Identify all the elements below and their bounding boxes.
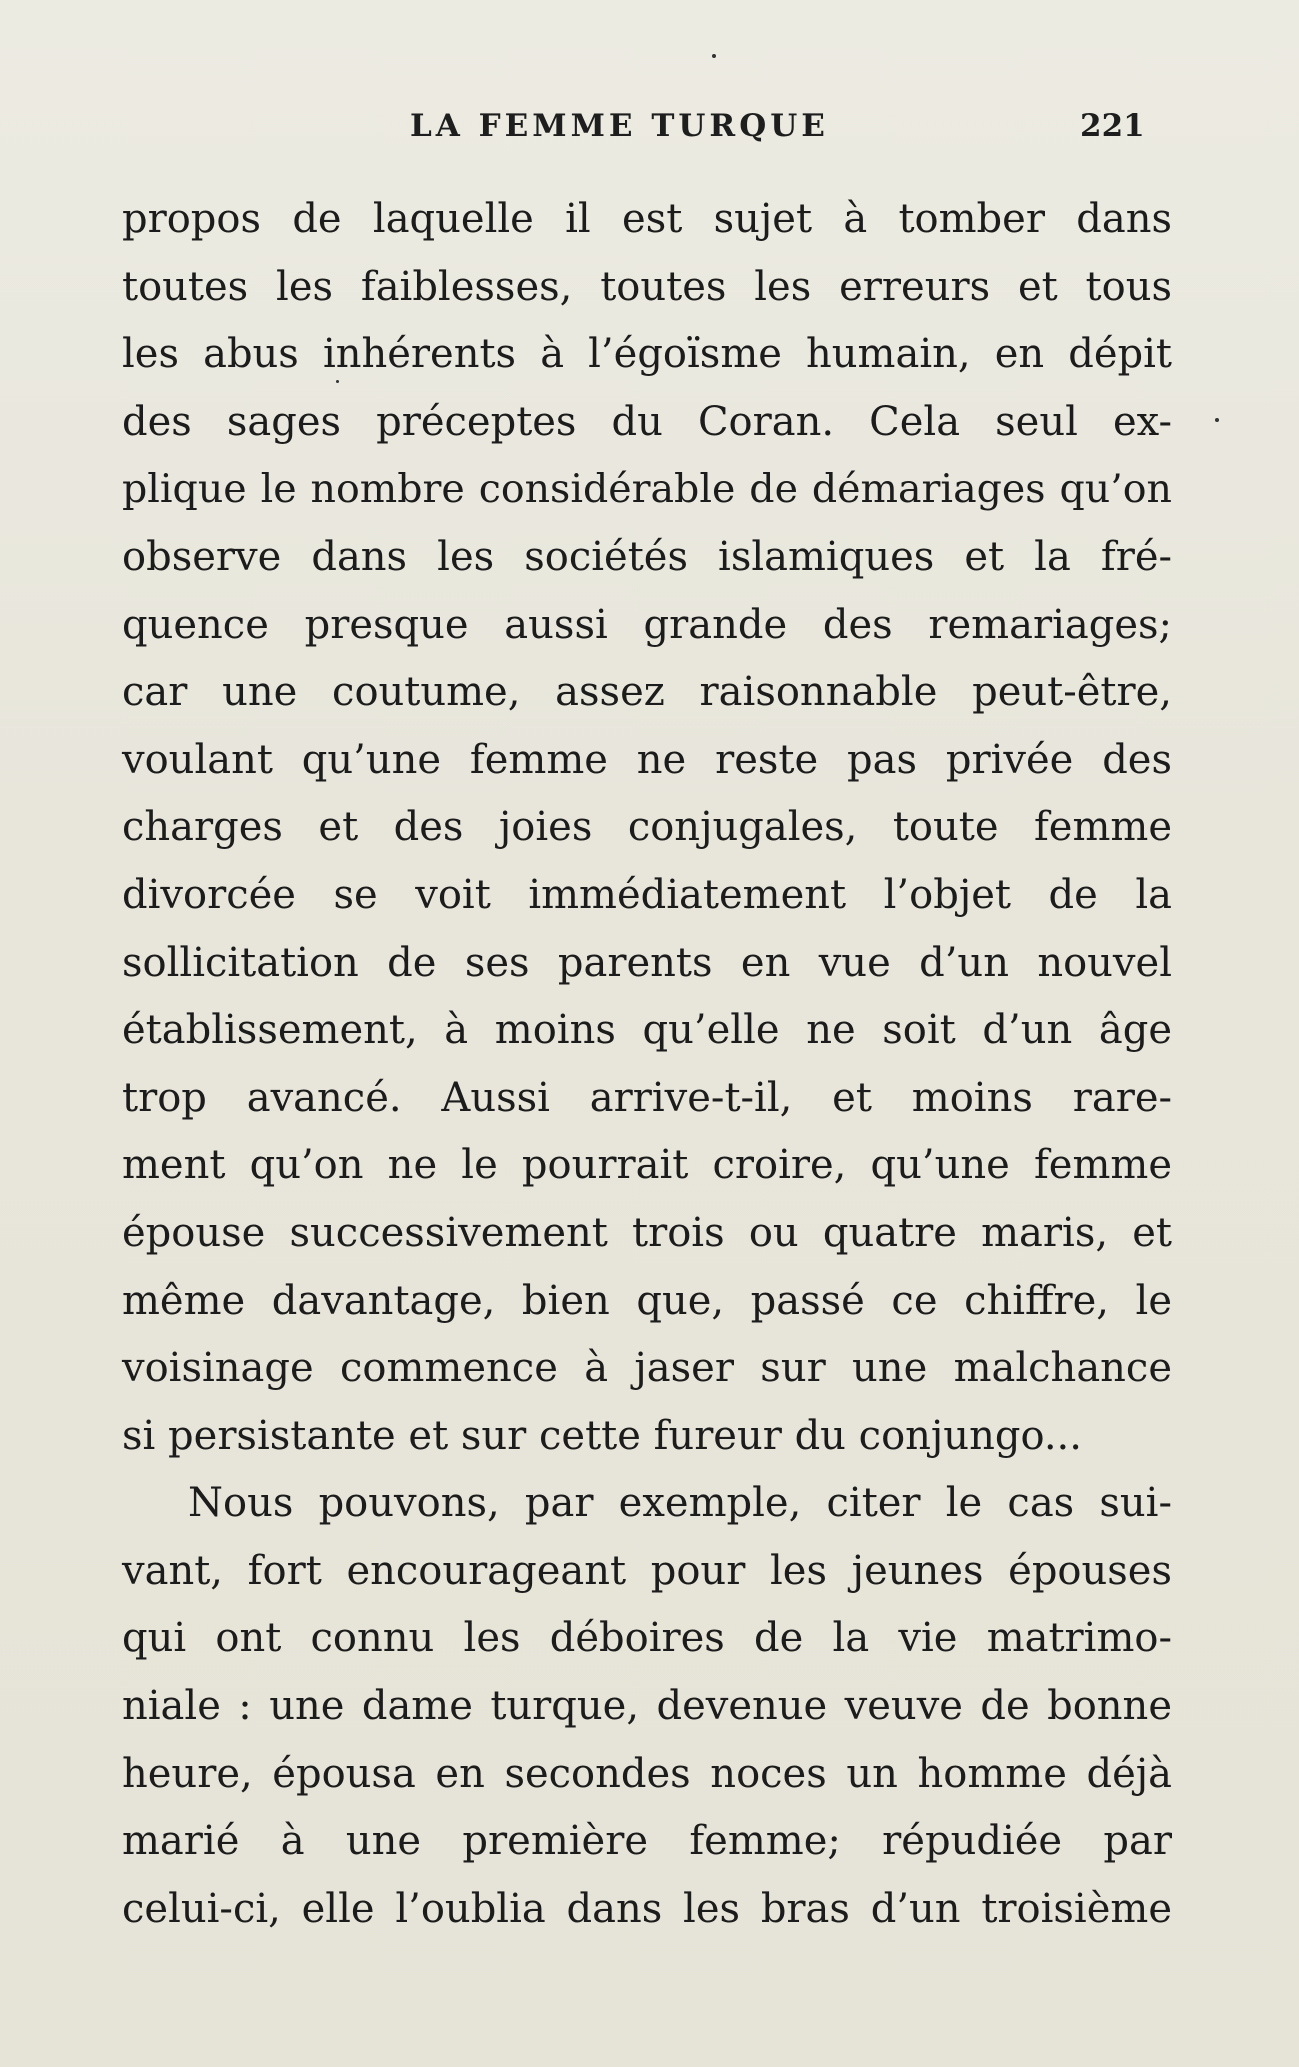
text-line: plique le nombre considérable de démariages qu’on [122, 466, 1172, 513]
text-line: si persistante et sur cette fureur du conjungo... [122, 1412, 1082, 1459]
page-number: 221 [1080, 108, 1145, 144]
text-line: propos de laquelle il est sujet à tomber dans [122, 196, 1172, 242]
paper-speck [1215, 418, 1219, 422]
paper-speck [712, 54, 716, 58]
body-text [122, 186, 1172, 1943]
text-line: car une coutume, assez raisonnable peut-être, [122, 669, 1172, 716]
text-line: trop avancé. Aussi arrive-t-il, et moins rare- [122, 1074, 1172, 1121]
text-line: divorcée se voit immédiatement l’objet de la [122, 871, 1172, 918]
text-line: des sages préceptes du Coran. Cela seul ex- [122, 398, 1172, 445]
text-line: établissement, à moins qu’elle ne soit d’un âge [122, 1007, 1172, 1054]
text-line: vant, fort encourageant pour les jeunes épouses [122, 1547, 1172, 1594]
text-line: niale : une dame turque, devenue veuve de bonne [122, 1683, 1172, 1730]
text-line: toutes les faiblesses, toutes les erreurs et tous [122, 263, 1172, 310]
text-line: observe dans les sociétés islamiques et la fré- [122, 533, 1172, 580]
text-line: Nous pouvons, par exemple, citer le cas sui- [188, 1480, 1172, 1527]
text-line: les abus inhérents à l’égoïsme humain, en dépit [122, 331, 1172, 378]
text-line: sollicitation de ses parents en vue d’un nouvel [122, 939, 1172, 986]
text-line: marié à une première femme; répudiée par [122, 1818, 1172, 1865]
text-line: voulant qu’une femme ne reste pas privée des [122, 736, 1172, 783]
text-line: voisinage commence à jaser sur une malchance [122, 1345, 1172, 1392]
paragraph [122, 1470, 1172, 1943]
running-title: LA FEMME TURQUE [410, 108, 829, 144]
text-line: épouse successivement trois ou quatre maris, et [122, 1209, 1172, 1256]
text-line: ment qu’on ne le pourrait croire, qu’une femme [122, 1142, 1172, 1189]
text-line: quence presque aussi grande des remariages; [122, 601, 1172, 648]
paper-speck [336, 380, 339, 383]
text-line: charges et des joies conjugales, toute femme [122, 804, 1172, 851]
text-line: celui-ci, elle l’oublia dans les bras d’un troisième [122, 1885, 1172, 1932]
text-line: qui ont connu les déboires de la vie matrimo- [122, 1615, 1172, 1662]
text-line: heure, épousa en secondes noces un homme déjà [122, 1750, 1172, 1797]
paragraph [122, 186, 1172, 1470]
text-line: même davantage, bien que, passé ce chiffre, le [122, 1277, 1172, 1324]
page-header [0, 108, 1299, 154]
